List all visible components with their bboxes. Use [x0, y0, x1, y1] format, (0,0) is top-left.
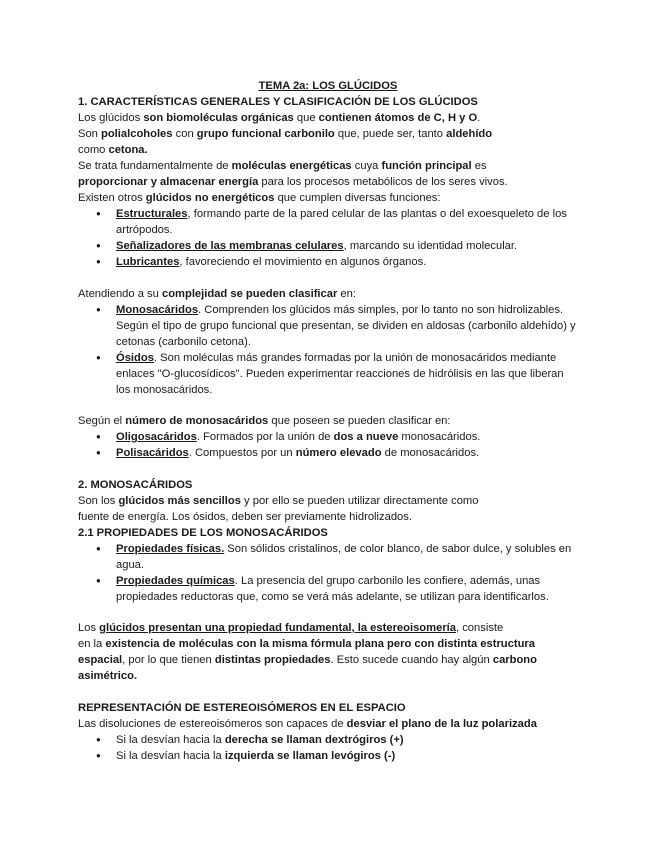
list-item: [78, 573, 578, 605]
text: , consiste: [456, 622, 504, 634]
text: . Esto sucede cuando hay algún: [330, 654, 493, 666]
bold-text: glúcidos más sencillos: [118, 494, 241, 507]
text: que: [293, 112, 319, 124]
text: en la: [78, 638, 106, 650]
term: Monosacáridos: [116, 303, 199, 316]
bold-text: glúcidos no energéticos: [145, 192, 275, 204]
text: Si la desvían hacia la: [116, 749, 225, 762]
text: para los procesos metabólicos de los seres vivos.: [258, 176, 508, 188]
text: .: [477, 112, 481, 124]
section-2-heading: 2. MONOSACÁRIDOS: [78, 478, 193, 491]
bold-text: izquierda se llaman levógiros (-): [224, 749, 396, 762]
text: que poseen se pueden clasificar en:: [268, 415, 451, 427]
bold-text: complejidad se pueden clasificar: [161, 287, 338, 300]
section-2-1-heading: 2.1 PROPIEDADES DE LOS MONOSACÁRIDOS: [78, 526, 328, 539]
list-item: [78, 302, 578, 350]
text: en:: [337, 287, 356, 300]
text: Los: [78, 622, 100, 634]
term: Ósidos: [116, 351, 154, 364]
text: . Son moléculas más grandes formadas por la unión de monosacáridos mediante enlaces "O-glucosídicos". Pueden experimentar reacciones de hidrólisis en las que liberan los monosacáridos.: [116, 351, 564, 396]
bold-text: carbono asimétrico.: [78, 654, 537, 682]
bold-text: moléculas energéticas: [231, 160, 352, 172]
text: que, puede ser, tanto: [334, 128, 447, 140]
paragraph-definition: [78, 110, 578, 126]
list-item: [78, 350, 578, 398]
complexity-list: [78, 302, 578, 398]
text: fuente de energía. Los ósidos, deben ser previamente hidrolizados.: [78, 510, 412, 523]
text: y por ello se pueden utilizar directamente como: [240, 494, 479, 507]
text: Si la desvían hacia la: [116, 733, 225, 746]
bold-text: cetona.: [108, 144, 148, 156]
text: de monosacáridos.: [381, 447, 480, 459]
document-page: [78, 78, 578, 764]
bold-text: son biomoléculas orgánicas: [143, 112, 294, 124]
text: como: [78, 144, 109, 156]
list-item: [78, 732, 578, 748]
bold-text: polialcoholes: [101, 128, 173, 140]
term: Propiedades químicas: [116, 574, 235, 587]
properties-list: [78, 541, 578, 605]
text: . Compuestos por un: [188, 447, 296, 459]
text: cuya: [351, 160, 382, 172]
paragraph-energy: [78, 158, 578, 190]
bold-text: grupo funcional carbonilo: [196, 128, 335, 140]
text: es: [471, 160, 487, 172]
paragraph-number: [78, 413, 578, 429]
list-item: [78, 445, 578, 461]
bold-text: derecha se llaman dextrógiros (+): [224, 733, 404, 746]
text: Las disoluciones de estereoisómeros son capaces de: [78, 717, 347, 730]
text: , marcando su identidad molecular.: [343, 240, 518, 252]
text: . Formados por la unión de: [196, 431, 334, 443]
list-item: [78, 541, 578, 573]
list-item: [78, 429, 578, 445]
text: monosacáridos.: [398, 431, 481, 443]
text: . Comprenden los glúcidos más simples, por lo tanto no son hidrolizables. Según el tipo de grupo funcional que presentan, se dividen en aldosas (carbonilo aldehído) y cetonas (carbonilo cetona).: [116, 303, 576, 348]
bold-text: número de monosacáridos: [125, 415, 269, 427]
text: . La presencia del grupo carbonilo les confiere, además, unas propiedades reductoras que, como se verá más adelante, se utilizan para identificarlos.: [116, 574, 549, 603]
text: Atendiendo a su: [78, 287, 162, 300]
document-title: TEMA 2a: LOS GLÚCIDOS: [258, 80, 398, 92]
term: Señalizadores de las membranas celulares: [116, 240, 344, 252]
text: Son: [78, 128, 102, 140]
term: Polisacáridos: [116, 447, 189, 459]
list-item: [78, 254, 578, 270]
functions-list: [78, 206, 578, 270]
text: Son sólidos cristalinos, de color blanco, de sabor dulce, y solubles en agua.: [116, 542, 572, 571]
list-item: [78, 206, 578, 238]
text: , favoreciendo el movimiento en algunos órganos.: [179, 256, 427, 268]
rotation-list: [78, 732, 578, 764]
bold-text: desviar el plano de la luz polarizada: [346, 717, 537, 730]
text: Son los: [78, 494, 119, 507]
list-item: [78, 238, 578, 254]
number-list: [78, 429, 578, 461]
text: Según el: [78, 415, 126, 427]
section-3-heading: REPRESENTACIÓN DE ESTEREOISÓMEROS EN EL ESPACIO: [78, 701, 406, 714]
bold-text: contienen átomos de C, H y O: [318, 112, 478, 124]
bold-text: dos a nueve: [333, 431, 399, 443]
list-item: [78, 748, 578, 764]
text: Existen otros: [78, 192, 146, 204]
bold-text: existencia de moléculas con la misma fórmula plana pero con distinta estructura espacial: [78, 638, 535, 666]
bold-text: función principal: [381, 160, 472, 172]
term: Lubricantes: [116, 256, 180, 268]
term: Oligosacáridos: [116, 431, 197, 443]
text: , formando parte de la pared celular de las plantas o del exoesqueleto de los artrópodos.: [116, 208, 567, 236]
paragraph-complexity: [78, 286, 578, 302]
bold-text: distintas propiedades: [214, 654, 331, 666]
bold-text: número elevado: [295, 447, 382, 459]
text: Los glúcidos: [78, 112, 144, 124]
text: Se trata fundamentalmente de: [78, 160, 232, 172]
section-1-heading: 1. CARACTERÍSTICAS GENERALES Y CLASIFICACIÓN DE LOS GLÚCIDOS: [78, 96, 478, 108]
paragraph-stereoisomery: [78, 620, 578, 684]
text: , por lo que tienen: [122, 654, 215, 666]
bold-text: proporcionar y almacenar energía: [78, 176, 259, 188]
paragraph-simple: [78, 493, 578, 525]
paragraph-non-energetic: [78, 190, 578, 206]
term: Propiedades físicas.: [116, 542, 225, 555]
text: con: [172, 128, 197, 140]
term: glúcidos presentan una propiedad fundamental, la estereoisomería: [99, 622, 456, 634]
paragraph-polarized-light: [78, 716, 578, 732]
bold-text: aldehído: [446, 128, 493, 140]
paragraph-polyalcohols: [78, 126, 578, 158]
term: Estructurales: [116, 208, 188, 220]
text: que cumplen diversas funciones:: [274, 192, 441, 204]
